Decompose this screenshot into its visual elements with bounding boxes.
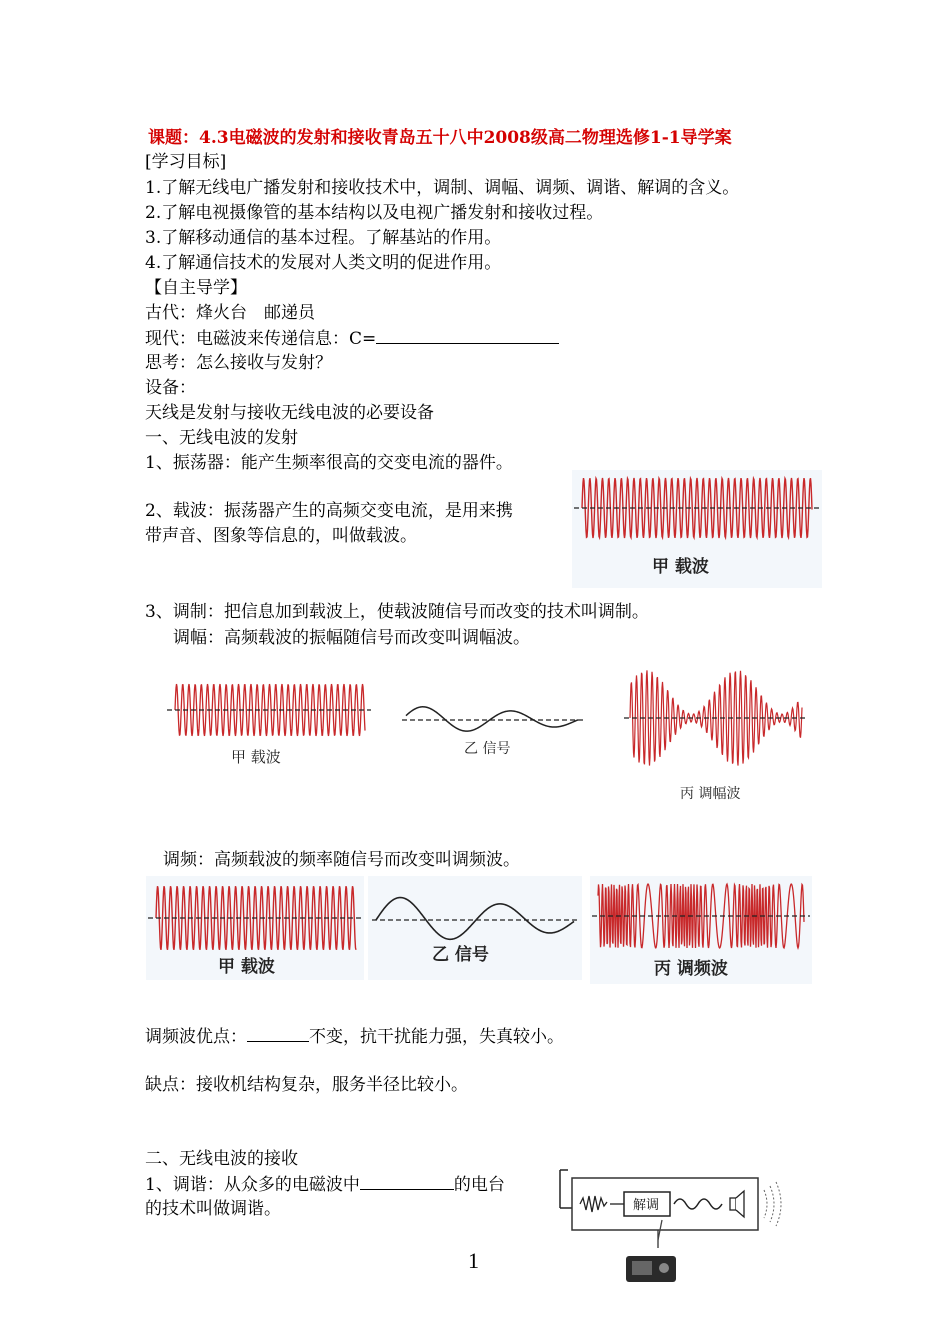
carrier-label: 甲 载波 <box>652 557 709 577</box>
demod-label: 解调 <box>633 1198 660 1213</box>
carrier-label: 甲 载波 <box>231 748 281 766</box>
fm-advantage-suffix: 不变，抗干扰能力强，失真较小。 <box>309 1027 564 1047</box>
fill-blank[interactable] <box>247 1025 309 1042</box>
objective-item: 1.了解无线电广播发射和接收技术中，调制、调幅、调频、调谐、解调的含义。 <box>145 178 740 198</box>
carrier-label: 甲 载波 <box>218 957 275 977</box>
objective-item: 4.了解通信技术的发展对人类文明的促进作用。 <box>145 253 502 273</box>
sound-waves-icon <box>764 1182 781 1226</box>
guide-device: 设备： <box>145 378 196 398</box>
section2-item1-prefix: 1、调谐：从众多的电磁波中 <box>145 1175 360 1195</box>
guide-antenna: 天线是发射与接收无线电波的必要设备 <box>145 403 434 423</box>
section2-heading: 二、无线电波的接收 <box>145 1149 298 1169</box>
fm-definition: 调频：高频载波的频率随信号而改变叫调频波。 <box>163 850 520 870</box>
objective-item: 3.了解移动通信的基本过程。了解基站的作用。 <box>145 228 502 248</box>
guide-ancient: 古代：烽火台 邮递员 <box>145 303 315 323</box>
fm-label: 丙 调频波 <box>654 959 728 979</box>
guide-heading: 【自主导学】 <box>145 278 247 298</box>
signal-label: 乙 信号 <box>464 741 511 757</box>
section1-item2-line2: 带声音、图象等信息的，叫做载波。 <box>145 526 417 546</box>
receiver-diagram <box>548 1160 798 1290</box>
section2-item1-line2: 的技术叫做调谐。 <box>145 1199 281 1219</box>
guide-think: 思考：怎么接收与发射？ <box>145 353 332 373</box>
objectives-heading: [学习目标] <box>145 152 227 172</box>
fill-blank[interactable] <box>360 1173 454 1190</box>
page-title: 课题：4.3电磁波的发射和接收青岛五十八中2008级高二物理选修1-1导学案 <box>148 128 732 148</box>
am-label: 丙 调幅波 <box>680 786 741 802</box>
fm-signal-figure <box>368 876 582 980</box>
signal-wave <box>406 707 578 731</box>
section1-item2-line1: 2、载波：振荡器产生的高频交变电流，是用来携 <box>145 501 513 521</box>
am-wave-figure <box>622 664 810 808</box>
section1-item1: 1、振荡器：能产生频率很高的交变电流的器件。 <box>145 453 513 473</box>
guide-modern <box>145 327 559 350</box>
speaker-icon <box>730 1198 736 1210</box>
signal-label: 乙 信号 <box>432 945 489 965</box>
guide-modern-text: 现代：电磁波来传递信息：C= <box>145 329 377 349</box>
fm-wave-figure <box>590 876 812 984</box>
section2-item1 <box>145 1173 505 1196</box>
am-carrier-figure <box>165 672 373 772</box>
section1-item3: 3、调制：把信息加到载波上，使载波随信号而改变的技术叫调制。 <box>145 602 649 622</box>
carrier-figure <box>572 470 822 588</box>
fm-advantage-prefix: 调频波优点： <box>145 1027 247 1047</box>
am-definition: 调幅：高频载波的振幅随信号而改变叫调幅波。 <box>173 628 530 648</box>
section2-item1-suffix: 的电台 <box>453 1175 505 1195</box>
fill-blank[interactable] <box>376 327 559 344</box>
fm-advantage <box>145 1025 564 1048</box>
page-number: 1 <box>468 1248 479 1273</box>
am-signal-figure <box>398 680 590 760</box>
fm-disadvantage: 缺点：接收机结构复杂，服务半径比较小。 <box>145 1075 468 1095</box>
objective-item: 2.了解电视摄像管的基本结构以及电视广播发射和接收过程。 <box>145 203 604 223</box>
fm-carrier-figure <box>146 876 364 980</box>
section1-heading: 一、无线电波的发射 <box>145 428 298 448</box>
